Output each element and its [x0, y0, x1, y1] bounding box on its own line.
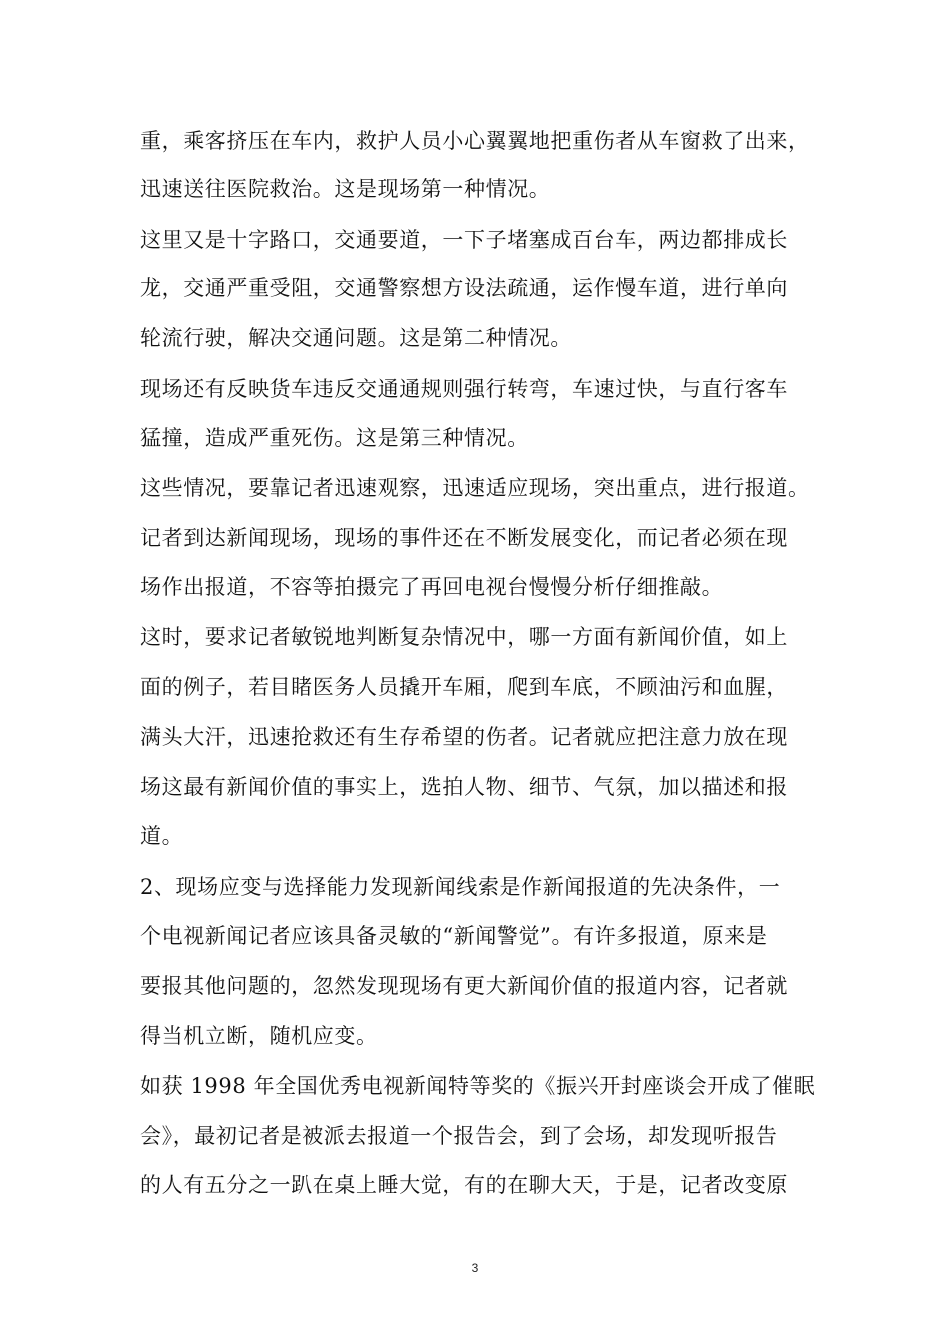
page-number: 3: [471, 1261, 479, 1275]
text-line: 这时，要求记者敏锐地判断复杂情况中，哪一方面有新闻价值，如上: [140, 625, 788, 649]
text-line: 记者到达新闻现场，现场的事件还在不断发展变化，而记者必须在现: [140, 526, 788, 550]
text-line: 2、现场应变与选择能力发现新闻线索是作新闻报道的先决条件，一: [140, 875, 781, 899]
text-line: 场这最有新闻价值的事实上，选拍人物、细节、气氛，加以描述和报: [140, 775, 788, 799]
text-line: 这里又是十字路口，交通要道，一下子堵塞成百台车，两边都排成长: [140, 228, 788, 252]
text-line: 面的例子，若目睹医务人员撬开车厢，爬到车底，不顾油污和血腥，: [140, 675, 788, 699]
text-line: 会》，最初记者是被派去报道一个报告会，到了会场，却发现听报告: [140, 1124, 778, 1148]
text-line: 如获 1998 年全国优秀电视新闻特等奖的《振兴开封座谈会开成了催眠: [140, 1074, 816, 1098]
text-line: 迅速送往医院救治。这是现场第一种情况。: [140, 177, 551, 201]
text-line: 要报其他问题的，忽然发现现场有更大新闻价值的报道内容，记者就: [140, 974, 788, 998]
text-line: 龙，交通严重受阻，交通警察想方设法疏通，运作慢车道，进行单向: [140, 276, 788, 300]
text-line: 现场还有反映货车违反交通通规则强行转弯，车速过快，与直行客车: [140, 377, 788, 401]
text-line: 满头大汗，迅速抢救还有生存希望的伤者。记者就应把注意力放在现: [140, 725, 788, 749]
text-line: 猛撞，造成严重死伤。这是第三种情况。: [140, 426, 529, 450]
text-line: 得当机立断，随机应变。: [140, 1024, 378, 1048]
text-line: 道。: [140, 824, 184, 848]
text-line: 重，乘客挤压在车内，救护人员小心翼翼地把重伤者从车窗救了出来，: [140, 129, 810, 153]
text-line: 这些情况，要靠记者迅速观察，迅速适应现场，突出重点，进行报道。: [140, 476, 810, 500]
text-line: 场作出报道，不容等拍摄完了再回电视台慢慢分析仔细推敲。: [140, 575, 724, 599]
text-line: 轮流行驶，解决交通问题。这是第二种情况。: [140, 326, 572, 350]
text-line: 个电视新闻记者应该具备灵敏的“新闻警觉”。有许多报道，原来是: [140, 924, 768, 948]
text-line: 的人有五分之一趴在桌上睡大觉，有的在聊大天，于是，记者改变原: [140, 1173, 788, 1197]
